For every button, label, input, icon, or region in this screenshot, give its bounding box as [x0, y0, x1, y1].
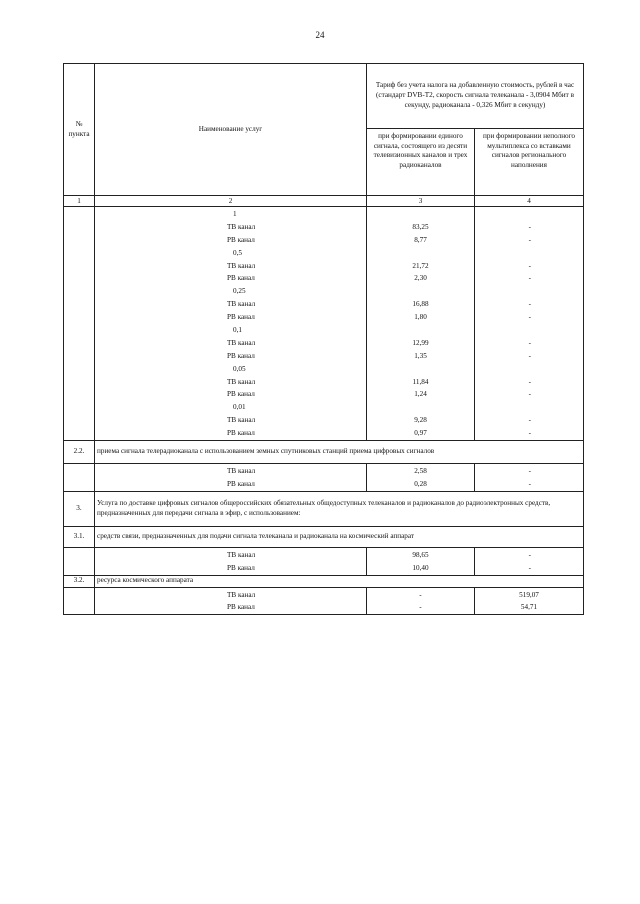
table-row [64, 464, 584, 492]
header-item-number: № пункта [64, 64, 95, 196]
value-cell: 9,28 [414, 416, 427, 425]
table-row [64, 526, 584, 547]
channel-label: РВ канал [227, 390, 255, 399]
channel-label: РВ канал [227, 351, 255, 360]
item-number: 3.2. [64, 575, 95, 587]
value-cell: - [528, 338, 532, 347]
channel-label: РВ канал [227, 235, 255, 244]
item-number: 3.1. [64, 526, 95, 547]
item-number: 3. [64, 491, 95, 526]
channel-label: ТВ канал [227, 261, 256, 270]
value-cell: - [528, 479, 532, 488]
scale-heading: 0,25 [233, 287, 246, 296]
value-cell: - [528, 563, 532, 572]
channel-label: ТВ канал [227, 590, 256, 599]
section-text: средств связи, предназначенных для подачи сигнала телеканала и радиоканала на космический аппарат [95, 526, 584, 547]
header-row [64, 64, 584, 129]
value-cell: 12,99 [412, 338, 429, 347]
channel-label: РВ канал [227, 429, 255, 438]
table-row [64, 441, 584, 464]
scale-heading: 0,1 [233, 326, 242, 335]
value-cell: 54,71 [520, 603, 538, 612]
channel-label: ТВ канал [227, 467, 256, 476]
value-cell: 16,88 [412, 300, 429, 309]
block1-values-col3 [367, 207, 475, 441]
page-number: 24 [315, 30, 325, 40]
value-cell: 1,80 [414, 313, 427, 322]
table-row [64, 575, 584, 587]
value-cell: 11,84 [412, 377, 429, 386]
value-cell: - [528, 222, 532, 231]
channel-label: ТВ канал [227, 300, 256, 309]
value-cell: 83,25 [412, 222, 429, 231]
value-cell: - [528, 261, 532, 270]
column-number: 3 [367, 196, 475, 207]
value-cell: 0,28 [414, 479, 427, 488]
table-row [64, 491, 584, 526]
table-row [64, 547, 584, 575]
value-cell: - [528, 467, 532, 476]
value-cell: - [528, 377, 532, 386]
channel-label: ТВ канал [227, 222, 256, 231]
column-number-row [64, 196, 584, 207]
value-cell: 98,65 [412, 550, 429, 559]
value-cell: 10,40 [412, 563, 429, 572]
block1-values-col4 [475, 207, 584, 441]
channel-label: РВ канал [227, 603, 255, 612]
value-cell: - [528, 313, 532, 322]
channel-label: РВ канал [227, 479, 255, 488]
value-cell: - [528, 351, 532, 360]
header-service-name: Наименование услуг [95, 64, 367, 196]
scale-heading: 0,01 [233, 403, 246, 412]
column-number: 2 [95, 196, 367, 207]
table-row [64, 207, 584, 441]
channel-label: РВ канал [227, 563, 255, 572]
channel-label: РВ канал [227, 313, 255, 322]
scale-heading: 0,05 [233, 364, 246, 373]
section-text: Услуга по доставке цифровых сигналов общероссийских обязательных общедоступных телеканалов и радиоканалов до радиоэлектронных средств, предназначенных для передачи сигнала в эфир, с использованием: [95, 491, 584, 526]
value-cell: - [528, 550, 532, 559]
value-cell: - [528, 429, 532, 438]
item-number-empty [64, 207, 95, 441]
tariff-table [63, 63, 584, 615]
header-incomplete-multiplex: при формировании неполного мультиплекса со вставками сигналов регионального наполнения [475, 129, 584, 196]
item-number: 2.2. [64, 441, 95, 464]
section-text: ресурса космического аппарата [95, 575, 584, 587]
value-cell: - [528, 274, 532, 283]
header-single-signal: при формировании единого сигнала, состоящего из десяти телевизионных каналов и трех радиоканалов [367, 129, 475, 196]
channel-label: РВ канал [227, 274, 255, 283]
table-row [64, 587, 584, 615]
value-cell: 8,77 [414, 235, 427, 244]
value-cell: 519,07 [519, 590, 539, 599]
value-cell: - [419, 603, 422, 612]
scale-heading: 1 [233, 210, 237, 218]
value-cell: 1,35 [414, 351, 427, 360]
value-cell: - [528, 300, 532, 309]
value-cell: - [528, 235, 532, 244]
value-cell: 1,24 [414, 390, 427, 399]
header-tariff-group: Тариф без учета налога на добавленную стоимость, рублей в час (стандарт DVB-T2, скорость сигнала телеканала - 3,0904 Мбит в секунду, радиоканала - 0,326 Мбит в секунду) [367, 64, 584, 129]
channel-label: ТВ канал [227, 377, 256, 386]
scale-heading: 0,5 [233, 248, 242, 257]
value-cell: 21,72 [412, 261, 429, 270]
column-number: 4 [475, 196, 584, 207]
section-text: приема сигнала телерадиоканала с использованием земных спутниковых станций приема цифровых сигналов [95, 441, 584, 464]
value-cell: 0,97 [414, 429, 427, 438]
value-cell: - [528, 416, 532, 425]
channel-label: ТВ канал [227, 550, 256, 559]
value-cell: - [419, 590, 422, 599]
value-cell: 2,30 [414, 274, 427, 283]
column-number: 1 [64, 196, 95, 207]
channel-label: ТВ канал [227, 416, 256, 425]
value-cell: - [528, 390, 532, 399]
block1-labels [95, 207, 367, 441]
channel-label: ТВ канал [227, 338, 256, 347]
value-cell: 2,58 [414, 467, 427, 476]
